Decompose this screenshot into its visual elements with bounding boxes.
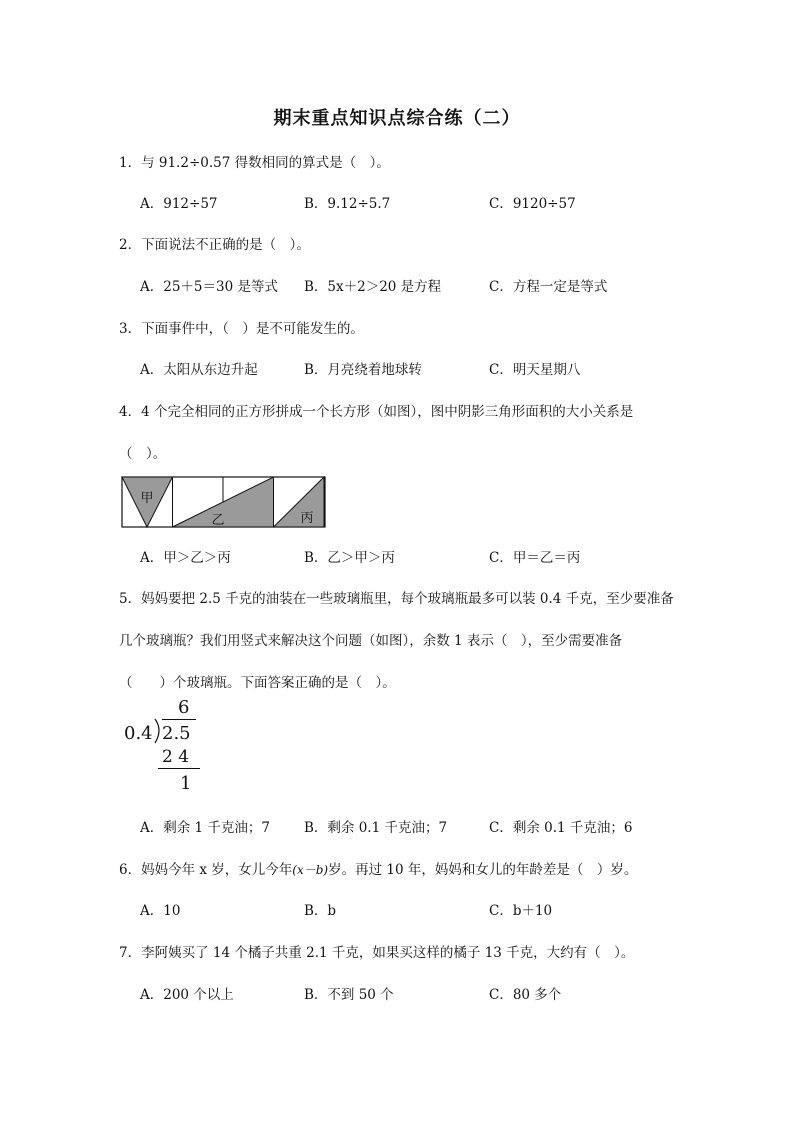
question-5-option-a[interactable]: A．剩余 1 千克油；7	[140, 820, 271, 836]
question-6-stem-part2: 岁。再过 10 年，妈妈和女儿的年龄差是（ ）岁。	[328, 862, 638, 878]
question-1-option-b[interactable]: B．9.12÷5.7	[304, 196, 391, 212]
question-6-option-b[interactable]: B．b	[304, 903, 337, 919]
question-7-option-b[interactable]: B．不到 50 个	[304, 987, 394, 1003]
page-title: 期末重点知识点综合练（二）	[273, 108, 521, 129]
question-4-option-c[interactable]: C．甲＝乙＝丙	[489, 550, 581, 566]
squares-figure	[121, 476, 327, 529]
question-5-option-b[interactable]: B．剩余 0.1 千克油；7	[304, 820, 448, 836]
question-1-stem: 1．与 91.2÷0.57 得数相同的算式是（ ）。	[119, 155, 390, 171]
question-2-option-b[interactable]: B．5x＋2＞20 是方程	[304, 279, 442, 295]
question-7-option-c[interactable]: C．80 多个	[489, 987, 562, 1003]
division-quotient: 6	[178, 697, 190, 718]
division-subtract-line	[158, 768, 200, 769]
question-5-stem-line2: 几个玻璃瓶？我们用竖式来解决这个问题（如图），余数 1 表示（ ），至少需要准备	[119, 633, 623, 649]
question-1-option-a[interactable]: A．912÷57	[140, 196, 218, 212]
division-remainder: 1	[180, 773, 192, 794]
long-division-figure	[122, 697, 212, 797]
question-7-option-a[interactable]: A．200 个以上	[140, 987, 234, 1003]
question-3-option-a[interactable]: A．太阳从东边升起	[140, 362, 258, 378]
division-divisor: 0.4	[124, 723, 153, 744]
question-6-stem	[119, 858, 637, 878]
question-4-stem-line2: （ ）。	[119, 446, 167, 462]
question-1-option-c[interactable]: C．9120÷57	[489, 196, 576, 212]
question-6-stem-part1: 6．妈妈今年 x 岁，女儿今年	[119, 862, 293, 878]
question-4-stem-line1: 4．4 个完全相同的正方形拼成一个长方形（如图），图中阴影三角形面积的大小关系是	[119, 404, 634, 420]
question-2-stem: 2．下面说法不正确的是（ ）。	[119, 237, 310, 253]
label-yi: 乙	[211, 513, 225, 528]
question-2-option-a[interactable]: A．25＋5＝30 是等式	[140, 279, 278, 295]
division-product: 2 4	[162, 747, 190, 767]
label-bing: 丙	[300, 511, 314, 526]
question-3-stem: 3．下面事件中，（ ）是不可能发生的。	[119, 321, 364, 337]
question-6-expression: (x－b)	[292, 863, 329, 877]
question-5-stem-line1: 5．妈妈要把 2.5 千克的油装在一些玻璃瓶里，每个玻璃瓶最多可以装 0.4 千克，至少要准备	[119, 591, 674, 607]
division-dividend: 2.5	[162, 723, 191, 744]
division-bar	[162, 719, 196, 720]
question-5-option-c[interactable]: C．剩余 0.1 千克油；6	[489, 820, 633, 836]
question-4-option-a[interactable]: A．甲＞乙＞丙	[140, 550, 231, 566]
question-3-option-c[interactable]: C．明天星期八	[489, 362, 581, 378]
question-7-stem: 7．李阿姨买了 14 个橘子共重 2.1 千克，如果买这样的橘子 13 千克，大约有（ ）。	[119, 945, 635, 961]
question-5-stem-line3: （ ）个玻璃瓶。下面答案正确的是（ ）。	[119, 675, 396, 691]
question-6-option-a[interactable]: A．10	[140, 903, 181, 919]
label-jia: 甲	[140, 491, 154, 506]
question-6-option-c[interactable]: C．b＋10	[489, 903, 553, 919]
question-3-option-b[interactable]: B．月亮绕着地球转	[304, 362, 422, 378]
question-4-option-b[interactable]: B．乙＞甲＞丙	[304, 550, 395, 566]
question-2-option-c[interactable]: C．方程一定是等式	[489, 279, 608, 295]
